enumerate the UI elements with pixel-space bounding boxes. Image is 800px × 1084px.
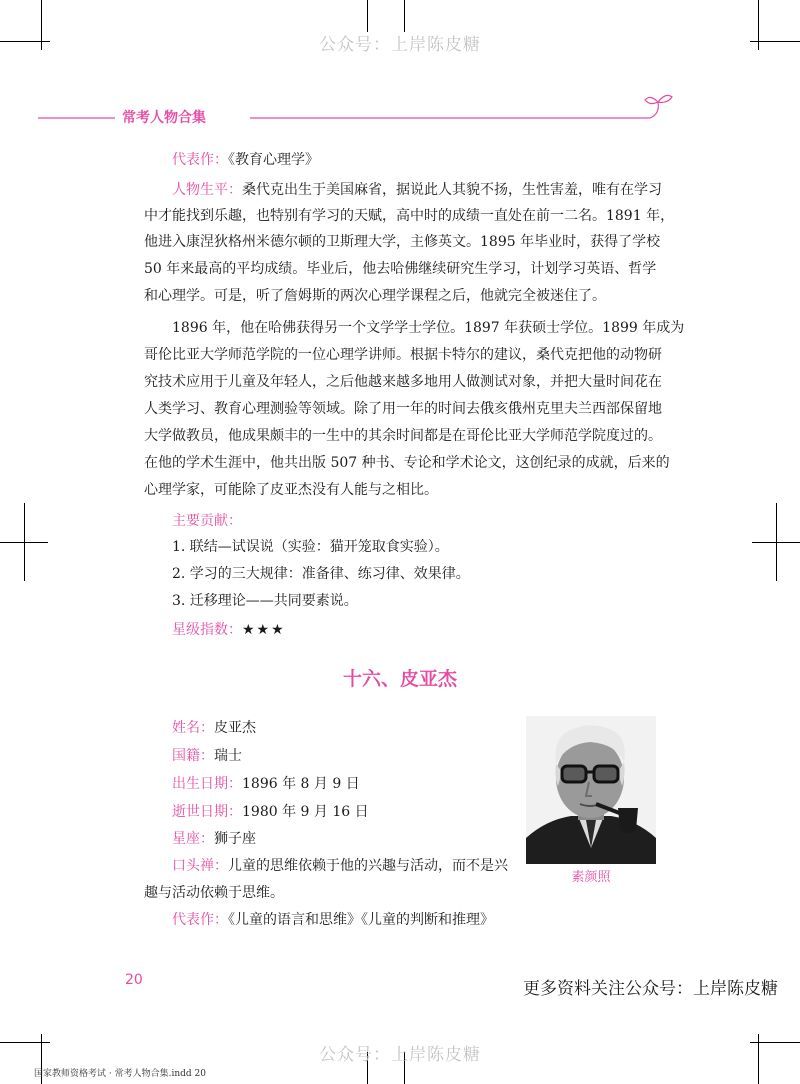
quote-row xyxy=(172,856,508,876)
contrib-item: 2. 学习的三大规律：准备律、练习律、效果律。 xyxy=(172,566,470,582)
section-title: 十六、皮亚杰 xyxy=(342,668,457,690)
header-rule xyxy=(0,92,800,132)
life-line: 桑代克出生于美国麻省，据说此人其貌不扬，生性害羞，唯有在学习 xyxy=(242,182,662,198)
works-value: 《教育心理学》 xyxy=(228,152,319,168)
career-line: 1896 年，他在哈佛获得另一个文学学士学位。1897 年获硕士学位。1899 年成为 xyxy=(172,320,685,336)
life-line: 50 年来最高的平均成绩。毕业后，他去哈佛继续研究生学习，计划学习英语、哲学 xyxy=(144,261,657,277)
career-line: 大学做教员，他成果颇丰的一生中的其余时间都是在哥伦比亚大学师范学院度过的。 xyxy=(144,428,662,444)
star-rating: ★★★ xyxy=(242,622,286,638)
career-line: 究技术应用于儿童及年轻人，之后他越来越多地用人做测试对象，并把大量时间花在 xyxy=(144,374,662,390)
piaget-works-row xyxy=(172,910,494,930)
career-line: 哥伦比亚大学师范学院的一位心理学讲师。根据卡特尔的建议，桑代克把他的动物研 xyxy=(144,347,662,363)
zodiac-row xyxy=(172,829,256,849)
life-line: 和心理学。可是，听了詹姆斯的两次心理学课程之后，他就完全被迷住了。 xyxy=(144,288,606,304)
career-line: 人类学习、教育心理测验等领域。除了用一年的时间去俄亥俄州克里夫兰西部保留地 xyxy=(144,401,662,417)
photo-caption: 素颜照 xyxy=(571,870,611,885)
quote-line: 趣与活动依赖于思维。 xyxy=(144,885,284,901)
quote-line: 儿童的思维依赖于他的兴趣与活动，而不是兴 xyxy=(228,858,508,874)
contrib-label: 主要贡献： xyxy=(172,513,242,529)
life-label: 人物生平： xyxy=(172,182,242,198)
header-title: 常考人物合集 xyxy=(122,110,206,126)
stars-label: 星级指数： xyxy=(172,622,242,638)
life-line: 他进入康涅狄格州米德尔顿的卫斯理大学，主修英文。1895 年毕业时，获得了学校 xyxy=(144,234,661,250)
career-line: 心理学家，可能除了皮亚杰没有人能与之相比。 xyxy=(144,482,438,498)
nationality-value: 瑞士 xyxy=(214,748,242,764)
career-line: 在他的学术生涯中，他共出版 507 种书、专论和学术论文，这创纪录的成就，后来的 xyxy=(144,455,670,471)
death-value: 1980 年 9 月 16 日 xyxy=(242,804,369,820)
zodiac-label: 星座： xyxy=(172,831,214,847)
death-row xyxy=(172,802,369,822)
piaget-works-label: 代表作： xyxy=(172,912,228,928)
footer-promo: 更多资料关注公众号：上岸陈皮糖 xyxy=(523,979,778,999)
print-slug: 国家教师资格考试 · 常考人物合集.indd 20 xyxy=(34,1069,206,1079)
stars-row xyxy=(172,620,286,640)
birth-label: 出生日期： xyxy=(172,776,242,792)
name-label: 姓名： xyxy=(172,720,214,736)
name-row xyxy=(172,718,256,738)
birth-row xyxy=(172,774,360,794)
contrib-item: 3. 迁移理论——共同要素说。 xyxy=(172,593,358,609)
piaget-works-value: 《儿童的语言和思维》《儿童的判断和推理》 xyxy=(228,912,494,928)
nationality-label: 国籍： xyxy=(172,748,214,764)
works-label: 代表作： xyxy=(172,152,228,168)
page-number: 20 xyxy=(125,972,143,988)
quote-label: 口头禅： xyxy=(172,858,228,874)
name-value: 皮亚杰 xyxy=(214,720,256,736)
contrib-item: 1. 联结—试误说（实验：猫开笼取食实验）。 xyxy=(172,539,449,555)
life-line: 中才能找到乐趣，也特别有学习的天赋，高中时的成绩一直处在前一二名。1891 年， xyxy=(144,208,675,224)
birth-value: 1896 年 8 月 9 日 xyxy=(242,776,360,792)
zodiac-value: 狮子座 xyxy=(214,831,256,847)
nationality-row xyxy=(172,746,242,766)
portrait-photo xyxy=(526,716,656,864)
works-row xyxy=(172,150,319,170)
watermark-top: 公众号：上岸陈皮糖 xyxy=(319,35,481,55)
watermark-bottom: 公众号：上岸陈皮糖 xyxy=(319,1045,481,1065)
death-label: 逝世日期： xyxy=(172,804,242,820)
